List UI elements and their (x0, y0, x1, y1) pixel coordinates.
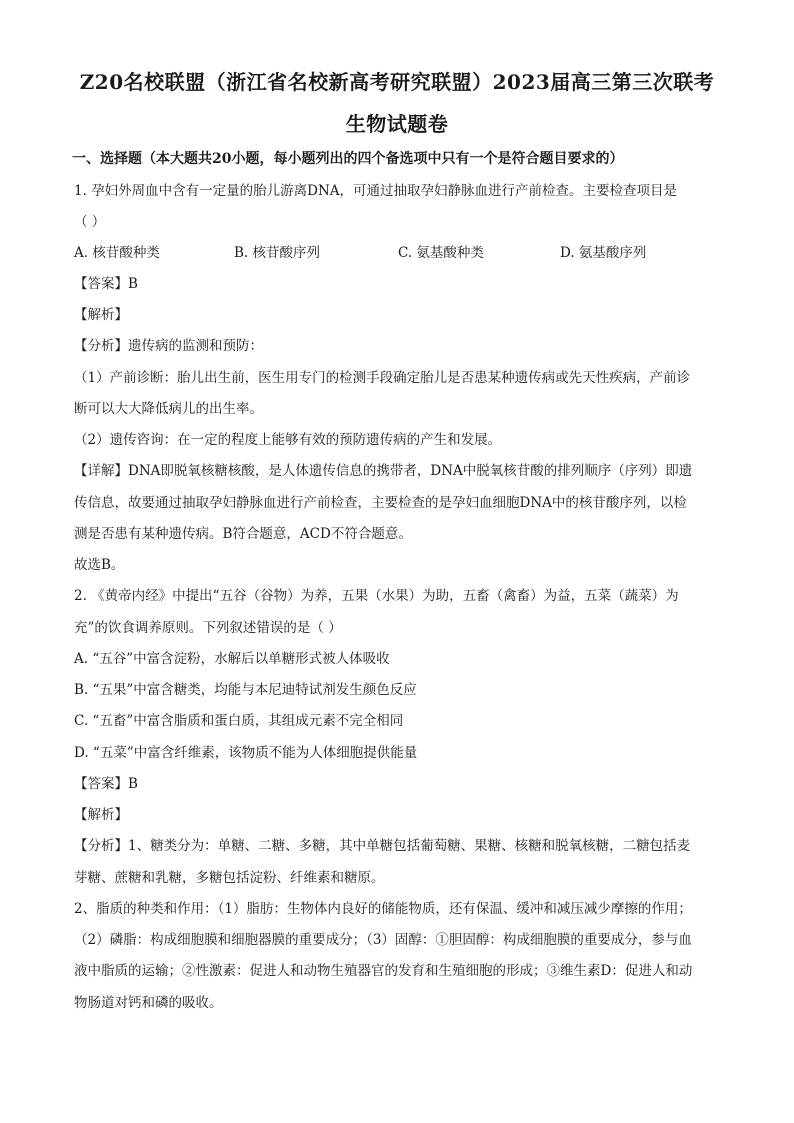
q2-fenxi-line3: 2、脂质的种类和作用：（1）脂肪：生物体内良好的储能物质，还有保温、缓冲和减压减少摩擦的作用； (74, 901, 692, 917)
q2-option-c: C. “五畜”中富含脂质和蛋白质，其组成元素不完全相同 (74, 713, 404, 729)
q2-fenxi-line2: 芽糖、蔗糖和乳糖，多糖包括淀粉、纤维素和糖原。 (74, 870, 385, 886)
q1-xiangjie-line1: 【详解】DNA即脱氧核糖核酸，是人体遗传信息的携带者，DNA中脱氧核苷酸的排列顺序（序列）即遗 (74, 463, 693, 479)
q1-fenxi-line1: 【分析】遗传病的监测和预防： (74, 338, 263, 354)
q1-fenxi-line2: （1）产前诊断：胎儿出生前，医生用专门的检测手段确定胎儿是否患某种遗传病或先天性疾病，产前诊 (74, 370, 691, 386)
q1-choose: 故选B。 (74, 557, 125, 573)
q2-option-d: D. “五菜”中富含纤维素，该物质不能为人体细胞提供能量 (74, 745, 418, 761)
q1-stem-line1: 1. 孕妇外周血中含有一定量的胎儿游离DNA，可通过抽取孕妇静脉血进行产前检查。主要检查项目是 (74, 183, 678, 199)
q1-options (74, 238, 724, 269)
q2-fenxi-line5: 液中脂质的运输；②性激素：促进人和动物生殖器官的发育和生殖细胞的形成；③维生素D：促进人和动 (74, 963, 693, 979)
q2-stem-line1: 2. 《黄帝内经》中提出“五谷（谷物）为养，五果（水果）为助，五畜（禽畜）为益，五菜（蔬菜）为 (74, 588, 679, 604)
exam-title: Z20名校联盟（浙江省名校新高考研究联盟）2023届高三第三次联考 (79, 70, 715, 94)
exam-subtitle: 生物试题卷 (345, 112, 449, 136)
q1-stem-line2: （ ） (74, 214, 106, 230)
q1-option-d: D. 氨基酸序列 (560, 245, 647, 261)
q2-fenxi-line4: （2）磷脂：构成细胞膜和细胞器膜的重要成分；（3）固醇：①胆固醇：构成细胞膜的重要成分，参与血 (74, 932, 692, 948)
q1-option-c: C. 氨基酸种类 (398, 245, 484, 261)
q2-answer: 【答案】B (74, 776, 138, 792)
q1-option-b: B. 核苷酸序列 (234, 245, 321, 261)
q1-fenxi-line3: 断可以大大降低病儿的出生率。 (74, 401, 263, 417)
q1-xiangjie-line3: 测是否患有某种遗传病。B符合题意，ACD不符合题意。 (74, 526, 412, 542)
q1-fenxi-line4: （2）遗传咨询：在一定的程度上能够有效的预防遗传病的产生和发展。 (74, 432, 502, 448)
q2-stem-line2: 充”的饮食调养原则。下列叙述错误的是（ ） (74, 620, 342, 636)
q2-fenxi-line6: 物肠道对钙和磷的吸收。 (74, 995, 223, 1011)
q2-fenxi-line1: 【分析】1、糖类分为：单糖、二糖、多糖，其中单糖包括葡萄糖、果糖、核糖和脱氧核糖，二糖包括麦 (74, 838, 691, 854)
q1-option-a: A. 核苷酸种类 (74, 245, 160, 261)
q1-answer: 【答案】B (74, 276, 138, 292)
q2-option-b: B. “五果”中富含糖类，均能与本尼迪特试剂发生颜色反应 (74, 682, 417, 698)
q1-analysis-label: 【解析】 (74, 307, 128, 323)
q2-option-a: A. “五谷”中富含淀粉，水解后以单糖形式被人体吸收 (74, 651, 390, 667)
q2-analysis-label: 【解析】 (74, 807, 128, 823)
q1-xiangjie-line2: 传信息，故要通过抽取孕妇静脉血进行产前检查，主要检查的是孕妇血细胞DNA中的核苷酸序列，以检 (74, 495, 687, 511)
section-heading: 一、选择题（本大题共20小题，每小题列出的四个备选项中只有一个是符合题目要求的） (72, 151, 624, 167)
